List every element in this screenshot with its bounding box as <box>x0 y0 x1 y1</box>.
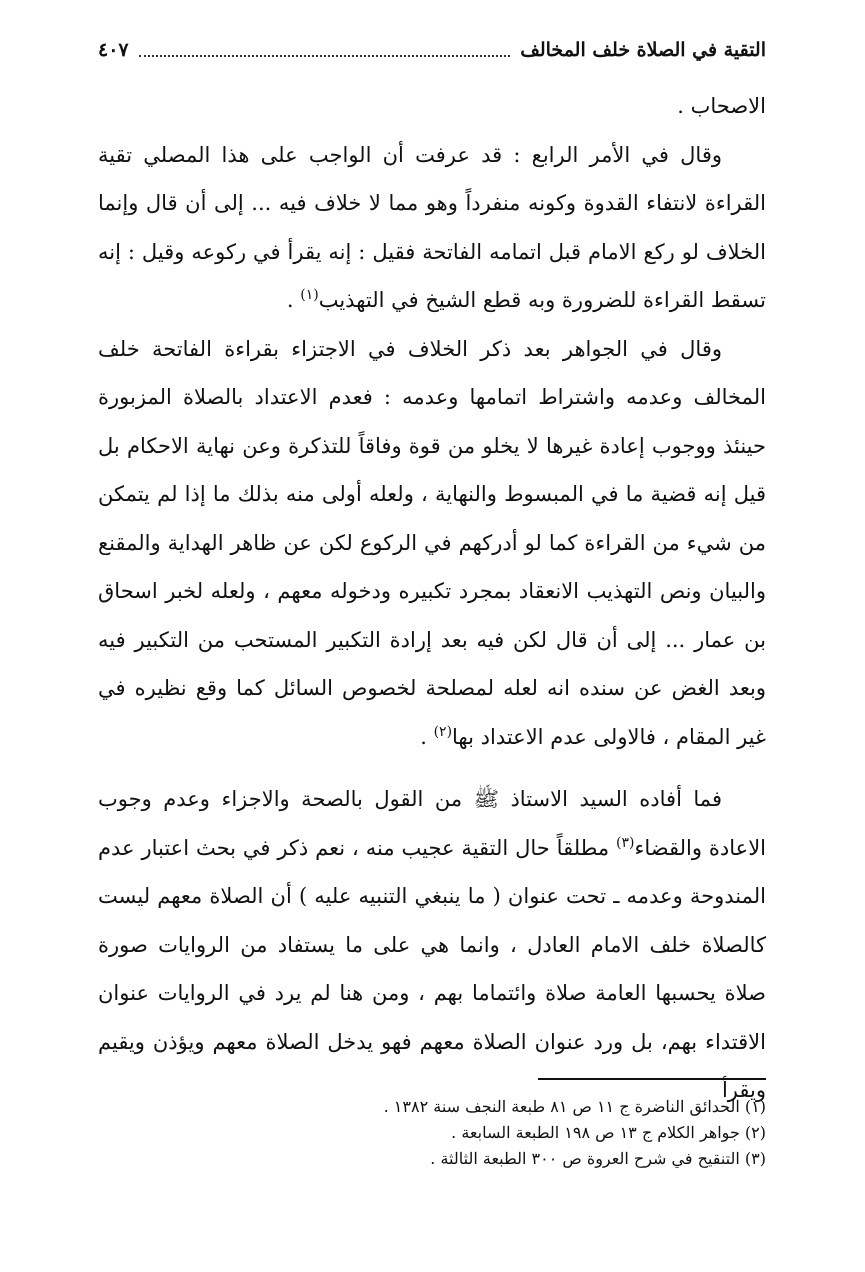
page-number: ٤٠٧ <box>98 39 129 61</box>
paragraph-3-text: وقال في الجواهر بعد ذكر الخلاف في الاجتزاء بقراءة الفاتحة خلف المخالف وعدمه واشتراط اتمامها وعدمه : فعدم الاعتداد بالصلاة المزبورة حينئذ ووجوب إعادة غيرها لا يخلو من قوة وفاقاً للتذكرة وعن نهاية الاحكام بل قيل إنه قضية ما في المبسوط والنهاية ، ولعله أولى منه بذلك ما إذا لم يتمكن من شيء من القراءة كما لو أدركهم في الركوع لكن عن ظاهر الهداية والمقنع والبيان ونص التهذيب الانعقاد بمجرد تكبيره ودخوله معهم ، ولعله لخبر اسحاق بن عمار ... إلى أن قال لكن فيه بعد إرادة التكبير المستحب من التكبير فيه وبعد الغض عن سنده انه لعله لمصلحة لخصوص السائل كما وقع نظيره في غير المقام ، فالاولى عدم الاعتداد بها <box>98 336 766 749</box>
paragraph-3-end: . <box>420 724 434 749</box>
footnote-ref-3[interactable]: (٣) <box>616 834 635 851</box>
book-page <box>98 0 766 1272</box>
footnotes <box>98 1094 766 1172</box>
footnote-divider <box>538 1078 766 1080</box>
paragraph-4 <box>98 775 766 1115</box>
paragraph-1 <box>98 82 766 131</box>
paragraph-4-text-after: مطلقاً حال التقية عجيب منه ، نعم ذكر في بحث اعتبار عدم المندوحة وعدمه ـ تحت عنوان ( ما ينبغي التنبيه عليه ) أن الصلاة معهم ليست كالصلاة خلف الامام العادل ، وانما هي على ما يستفاد من الروايات صورة صلاة يحسبها العامة صلاة وائتماما بهم ، ومن هنا لم يرد في الروايات عنوان الاقتداء بهم، بل ورد عنوان الصلاة معهم فهو يدخل الصلاة معهم ويؤذن ويقيم ويقرأ <box>98 835 766 1102</box>
paragraph-4-text-before: فما أفاده السيد الاستاذ ﷺ من القول بالصحة والاجزاء وعدم وجوب الاعادة والقضاء <box>98 787 766 860</box>
paragraph-2-end: . <box>286 288 301 312</box>
header-leader-dots <box>139 55 511 57</box>
paragraph-2-text: وقال في الأمر الرابع : قد عرفت أن الواجب على هذا المصلي تقية القراءة لانتفاء القدوة وكونه منفرداً وهو مما لا خلاف فيه ... إلى أن قال وإنما الخلاف لو ركع الامام قبل اتمامه الفاتحة فقيل : إنه يقرأ في ركوعه وقيل : إنه تسقط القراءة للضرورة وبه قطع الشيخ في التهذيب <box>98 142 766 312</box>
paragraph-3 <box>98 325 766 762</box>
main-text <box>98 82 766 1115</box>
paragraph-1-text: الاصحاب . <box>677 94 766 118</box>
paragraph-2 <box>98 131 766 325</box>
footnote-ref-2[interactable]: (٢) <box>433 723 453 740</box>
footnote-2: (٢) جواهر الكلام ج ١٣ ص ١٩٨ الطبعة السابعة . <box>451 1123 766 1142</box>
footnote-1: (١) الحدائق الناضرة ج ١١ ص ٨١ طبعة النجف سنة ١٣٨٢ . <box>383 1097 766 1116</box>
header-title: التقية في الصلاة خلف المخالف <box>520 39 766 61</box>
footnote-3: (٣) التنقيح في شرح العروة ص ٣٠٠ الطبعة الثالثة . <box>430 1149 766 1168</box>
running-header <box>98 30 766 70</box>
footnote-ref-1[interactable]: (١) <box>300 287 319 303</box>
